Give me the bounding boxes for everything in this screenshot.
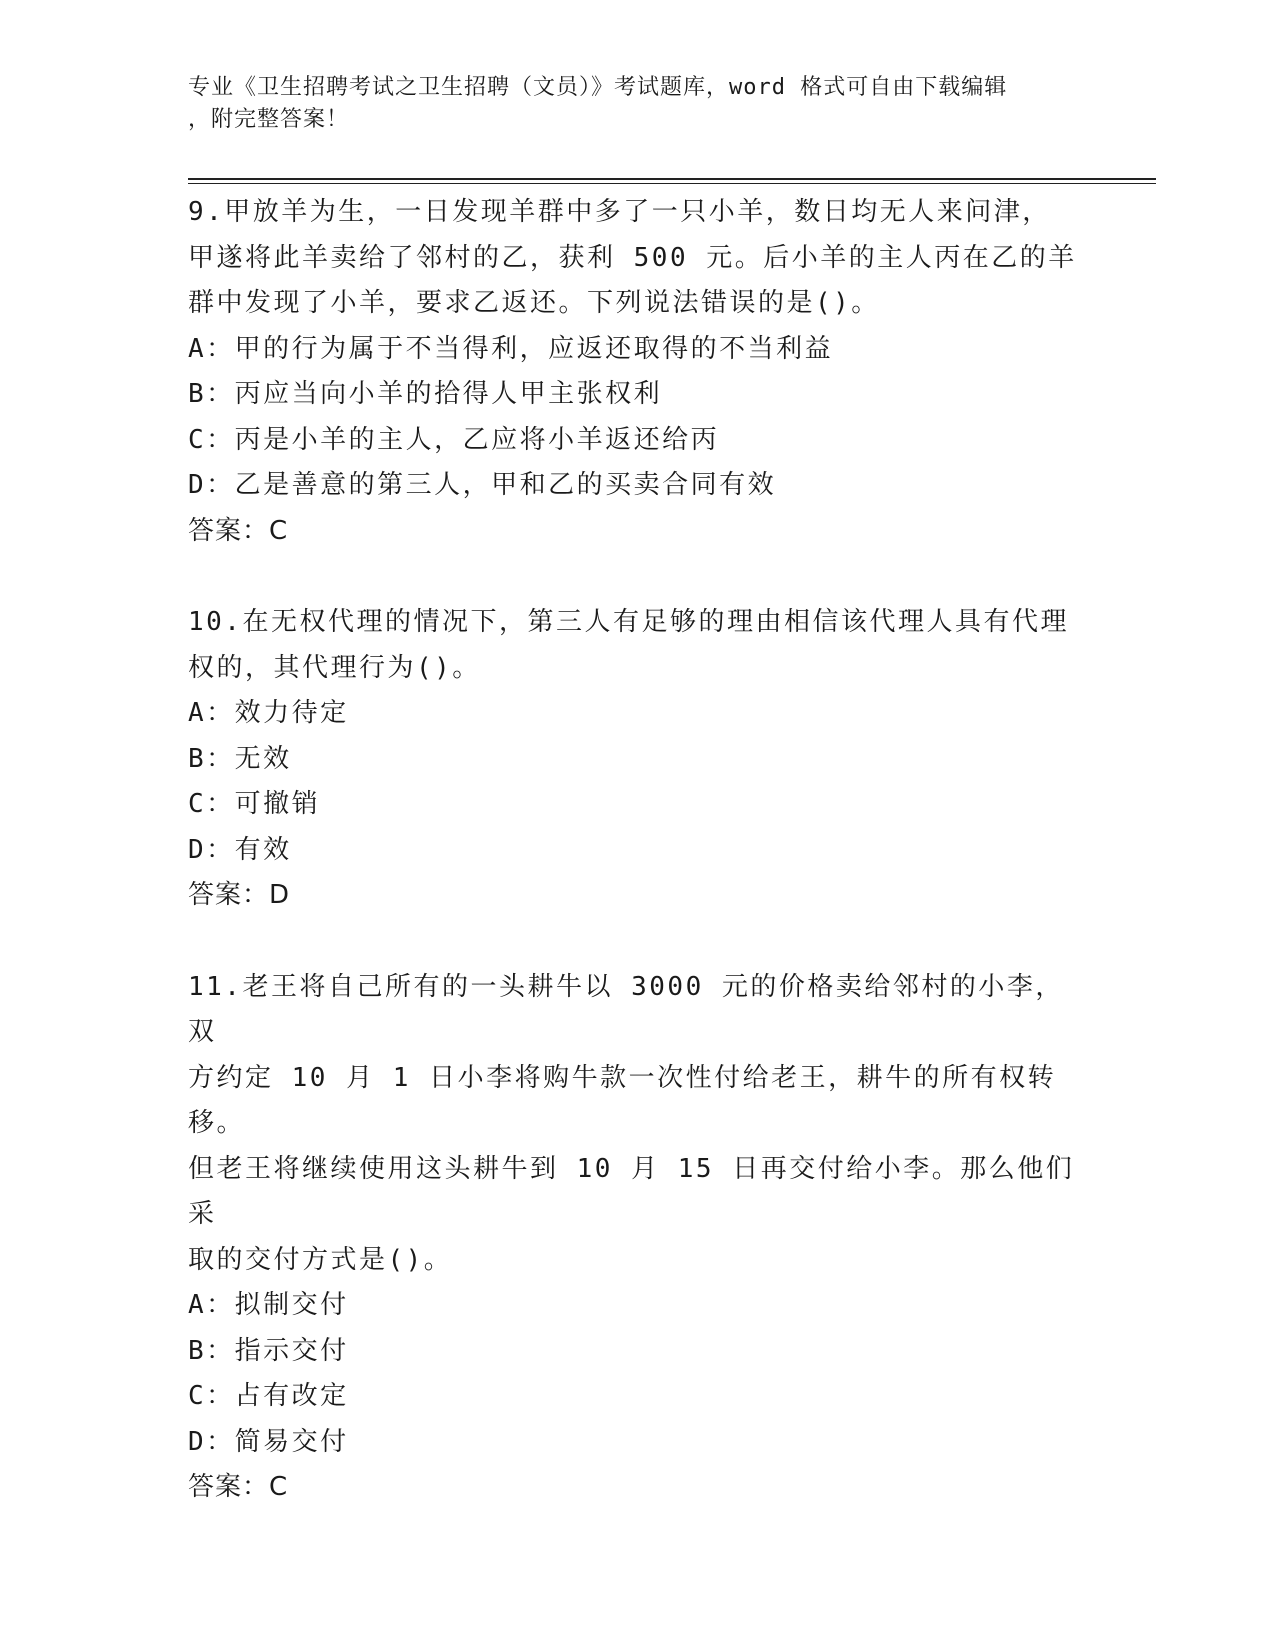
- header-divider-thin: [188, 183, 1156, 184]
- option-b: B：指示交付: [188, 1335, 349, 1366]
- answer-label: 答案：C: [188, 515, 289, 546]
- question-stem-line: 但老王将继续使用这头耕牛到 10 月 15 日再交付给小李。那么他们采: [188, 1153, 1075, 1229]
- question-stem-line: 群中发现了小羊，要求乙返还。下列说法错误的是()。: [188, 288, 880, 318]
- question-stem-line: 取的交付方式是()。: [188, 1244, 453, 1275]
- option-b: B：丙应当向小羊的拾得人甲主张权利: [188, 379, 663, 409]
- option-d: D：简易交付: [188, 1426, 349, 1457]
- question-stem-line: 甲遂将此羊卖给了邻村的乙，获利 500 元。后小羊的主人丙在乙的羊: [188, 242, 1077, 273]
- header-line-2: ，附完整答案！: [188, 107, 350, 132]
- answer-label: 答案：C: [188, 1472, 289, 1502]
- answer-label: 答案：D: [188, 880, 291, 910]
- option-d: D：有效: [188, 834, 292, 865]
- document-header: [188, 72, 1088, 136]
- question-9: [188, 190, 1088, 554]
- option-c: C：可撤销: [188, 789, 321, 819]
- option-a: A：甲的行为属于不当得利，应返还取得的不当利益: [188, 333, 834, 364]
- question-stem-line: 9.甲放羊为生，一日发现羊群中多了一只小羊，数日均无人来问津，: [188, 197, 1051, 227]
- option-b: B：无效: [188, 743, 292, 774]
- option-d: D：乙是善意的第三人，甲和乙的买卖合同有效: [188, 470, 777, 500]
- option-c: C：占有改定: [188, 1381, 349, 1411]
- question-stem-line: 权的，其代理行为()。: [188, 652, 481, 683]
- header-divider-thick: [188, 178, 1156, 180]
- option-c: C：丙是小羊的主人，乙应将小羊返还给丙: [188, 424, 720, 455]
- question-10: [188, 600, 1088, 919]
- option-a: A：拟制交付: [188, 1290, 349, 1320]
- question-stem-line: 11.老王将自己所有的一头耕牛以 3000 元的价格卖给邻村的小李，双: [188, 971, 1064, 1047]
- question-11: [188, 965, 1088, 1511]
- question-stem-line: 10.在无权代理的情况下，第三人有足够的理由相信该代理人具有代理: [188, 607, 1069, 637]
- option-a: A：效力待定: [188, 698, 349, 728]
- question-list: [188, 190, 1088, 1557]
- header-line-1: 专业《卫生招聘考试之卫生招聘（文员）》考试题库，word 格式可自由下载编辑: [188, 75, 1008, 100]
- question-stem-line: 方约定 10 月 1 日小李将购牛款一次性付给老王，耕牛的所有权转移。: [188, 1062, 1057, 1138]
